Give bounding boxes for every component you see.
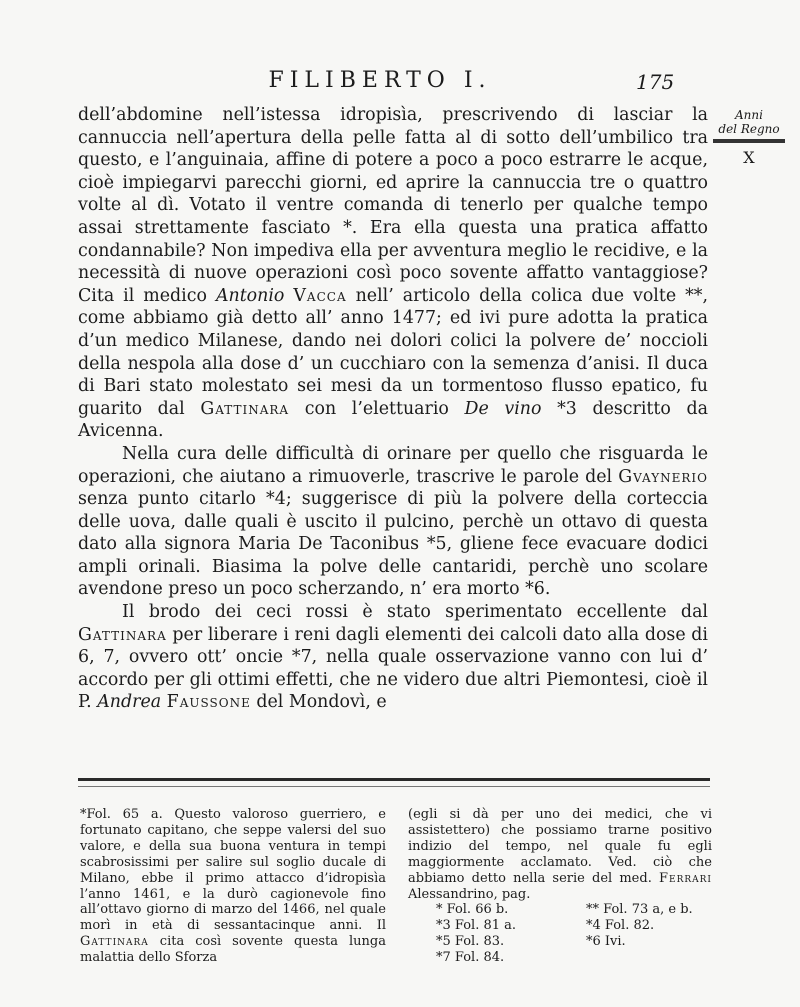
note-right-text xyxy=(408,807,712,902)
margin-regnal-year: X xyxy=(743,148,755,167)
margin-rule xyxy=(713,139,785,143)
paragraph-1 xyxy=(78,104,708,443)
p1-name-gattinara: Gattinara xyxy=(200,398,290,419)
p2-name-gvaynerio: Gvaynerio xyxy=(618,466,708,487)
footnote-ref xyxy=(586,950,706,966)
note-right-b: Alessandrino, pag. xyxy=(408,886,531,902)
footnote-rule-thin xyxy=(78,786,710,787)
p1-name-antonio: Antonio xyxy=(215,285,285,306)
footnotes-right-column xyxy=(408,807,712,966)
p2-text-a: Nella cura delle difficultà di orinare per quello che risguarda le operazioni, che aiutano a rimuoverle, trascrive le parole del xyxy=(78,443,708,487)
running-head: FILIBERTO I. xyxy=(268,68,492,93)
p1-text-b: nell’ articolo della colica due volte **, come abbiamo già detto all’ anno 1477; ed ivi pure adotta la pratica d’un medico Milanese, dando nei dolori colici la polvere de’ noccioli della nespola alla dose d’ un cucchiaro con la semenza d’anisi. Il duca di Bari stato molestato sei mesi da un tormentoso flusso epatico, fu guarito dal xyxy=(78,285,709,419)
note-left-b: cita così sovente questa lunga malattia dello Sforza xyxy=(80,934,386,966)
p1-text-c: con l’elettuario xyxy=(304,398,449,419)
margin-regno-label: del Regno xyxy=(718,122,780,136)
footnote-ref-row xyxy=(408,950,712,966)
page-number: 175 xyxy=(636,70,675,94)
p1-text-a: dell’abdomine nell’istessa idropisìa, prescrivendo di lasciar la cannuccia nell’apertura della pelle fatta al di sotto dell’umbilico tra questo, e l’anguinaia, affine di potere a poco a poco estrarre le acque, cioè impiegarvi parecchi giorni, ed aprire la cannuccia tre o quattro volte al dì. Votato il ventre comanda di tenerlo per qualche tempo assai strettamente fasciato *. Era ella questa una pratica affatto condannabile? Non impediva ella per avventura meglio le recidive, e la necessità di nuove operazioni così poco sovente affatto vantaggiose? Cita il medico xyxy=(78,105,708,306)
p3-name-faussone: Faussone xyxy=(166,692,251,713)
footnote-ref-row xyxy=(408,934,712,950)
p3-text-a: Il brodo dei ceci rossi è stato sperimentato eccellente dal xyxy=(122,602,708,623)
p2-text-b: senza punto citarlo *4; suggerisce di più la polvere della corteccia delle uova, dalle quali è uscito il pulcino, perchè un ottavo di questa dato alla signora Maria De Taconibus *5, gliene fece evacuare dodici ampli orinali. Biasima la polve delle cantaridi, perchè uno scolare avendone preso un poco scherzando, n’ era morto *6. xyxy=(78,489,708,600)
footnotes-left-column xyxy=(80,807,386,966)
paragraph-2 xyxy=(78,443,708,601)
footnote-ref: *6 Ivi. xyxy=(586,934,626,950)
p1-name-vacca: Vacca xyxy=(293,285,347,306)
p3-name-gattinara: Gattinara xyxy=(78,624,167,645)
margin-anni-label: Anni xyxy=(735,108,763,122)
margin-note xyxy=(705,108,793,167)
note-left-a: *Fol. 65 a. Questo valoroso guerriero, e fortunato capitano, che seppe valersi del suo valore, e della sua buona ventura in tempi scabrosissimi per salire sul soglio ducale di Milano, ebbe il primo attacco d’idropisìa l’anno 1461, e la durò cagionevole fino all’ottavo giorno di marzo del 1466, nel quale morì in età di sessantacinque anni. Il xyxy=(80,807,386,934)
footnote-ref: *3 Fol. 81 a. xyxy=(436,918,517,934)
note-right-a: (egli si dà per uno dei medici, che vi assistettero) che possiamo trarne positivo indizio del tempo, nel quale fu egli maggiormente acclamato. Ved. ciò che abbiamo detto nella serie del med. xyxy=(408,807,712,886)
note-left-gattinara: Gattinara xyxy=(80,934,149,950)
note-right-ferrari: Ferrari xyxy=(659,870,712,886)
p3-text-b: per liberare i reni dagli elementi dei calcoli dato alla dose di 6, 7, ovvero ott’ oncie *7, nella quale osservazione vanno con lui d’ accordo per gli ottimi effetti, che ne videro due altri Piemontesi, cioè il P. xyxy=(78,624,708,713)
paragraph-3 xyxy=(78,601,708,714)
footnote-ref: * Fol. 66 b. xyxy=(436,902,509,918)
p1-text-d: *3 descritto da Avicenna. xyxy=(78,398,708,442)
p3-text-c: del Mondovì, e xyxy=(256,692,387,713)
p1-de-vino: De vino xyxy=(464,398,542,419)
footnote-ref: *5 Fol. 83. xyxy=(436,934,505,950)
main-text xyxy=(78,104,708,714)
footnote-ref-row xyxy=(408,902,712,918)
footnote-ref: ** Fol. 73 a, e b. xyxy=(586,902,693,918)
footnote-rule xyxy=(78,778,710,781)
footnote-ref-row xyxy=(408,918,712,934)
footnote-ref: *4 Fol. 82. xyxy=(586,918,655,934)
footnote-ref: *7 Fol. 84. xyxy=(436,950,505,966)
p3-name-andrea: Andrea xyxy=(97,692,162,713)
